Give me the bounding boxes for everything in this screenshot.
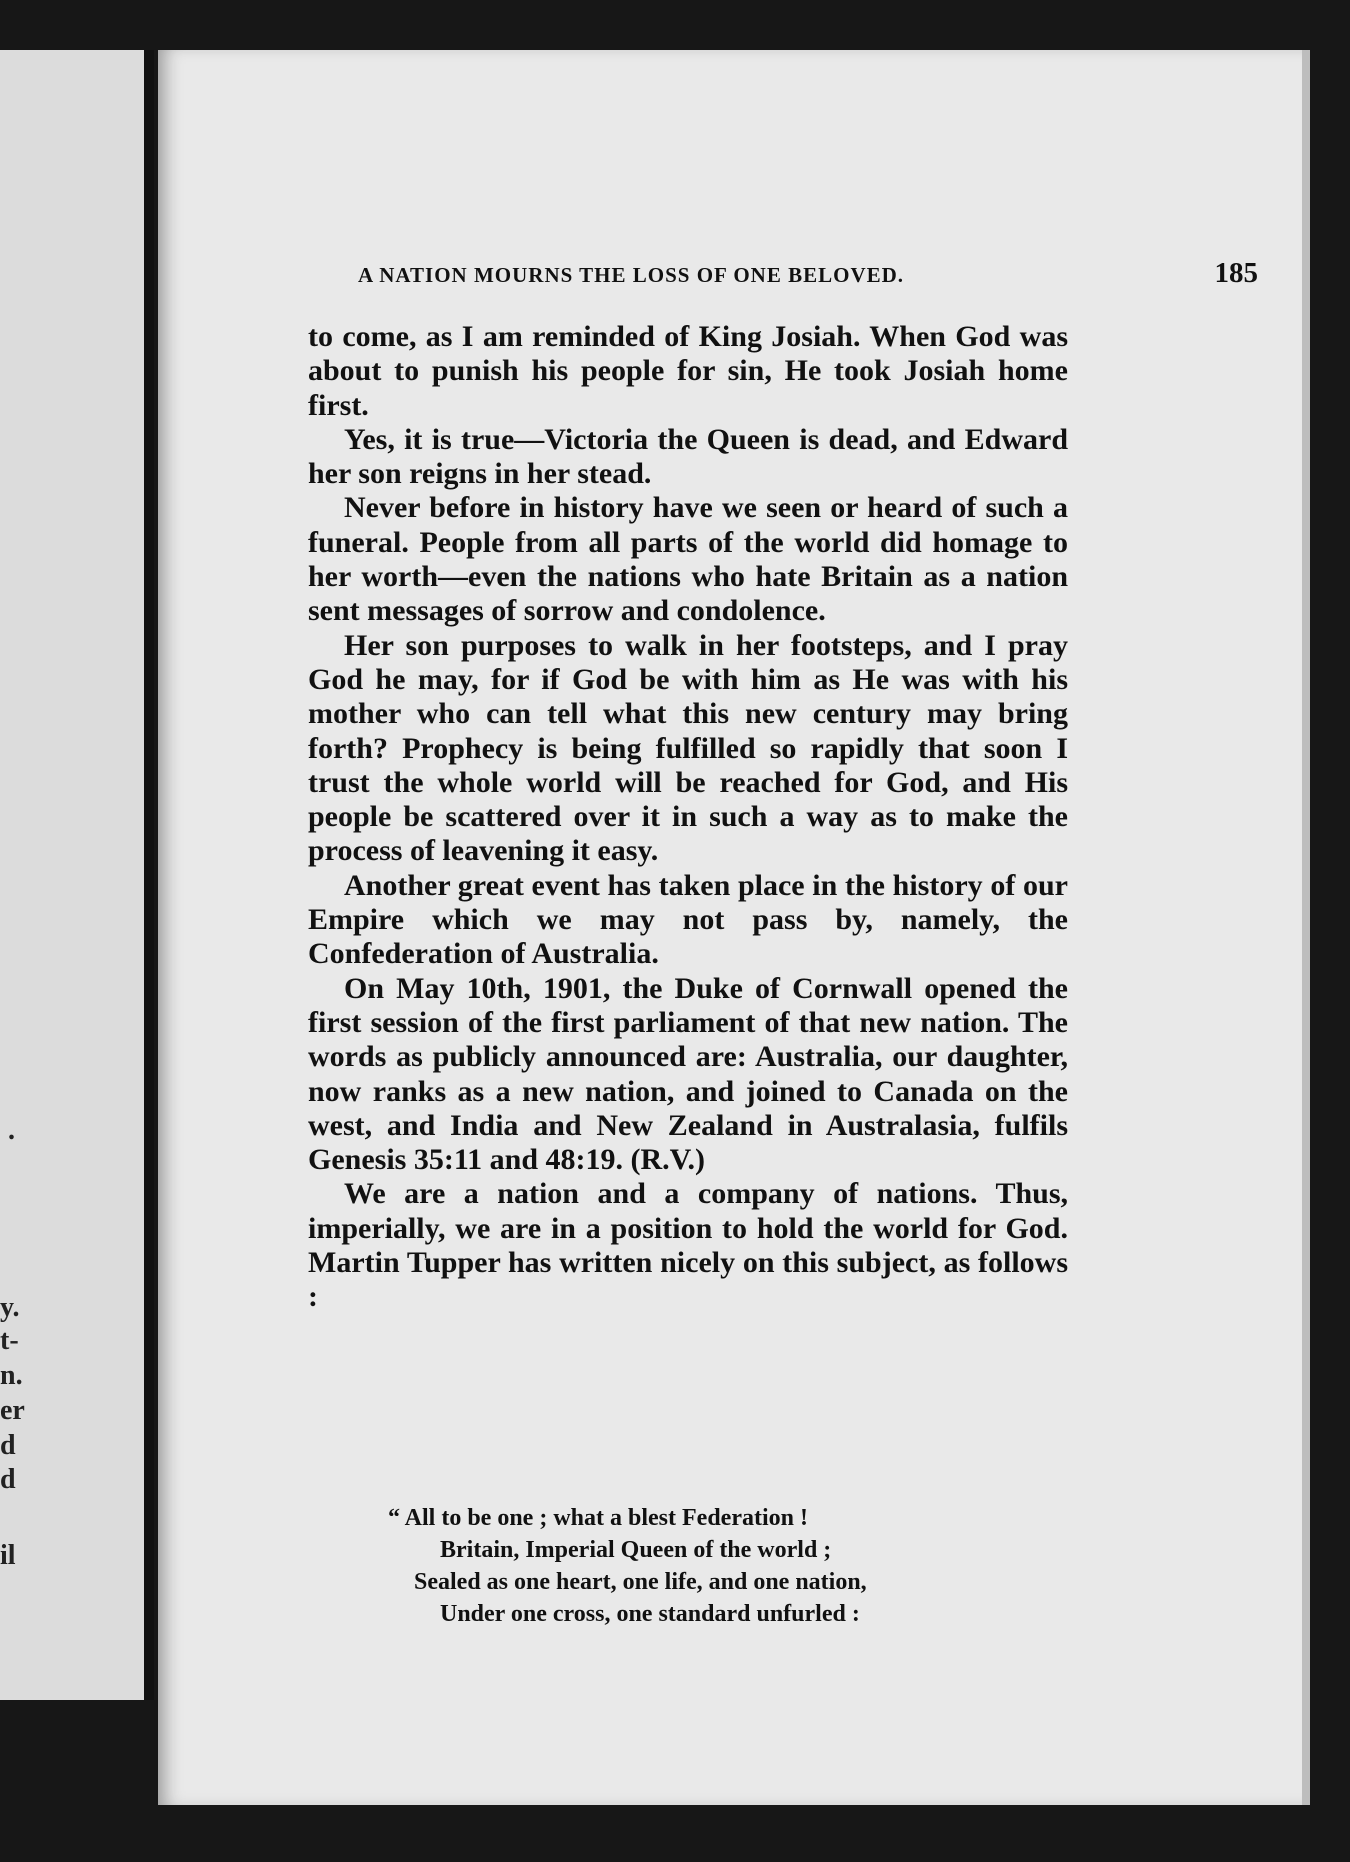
paragraph: Never before in history have we seen or heard of such a funeral. People from all parts of the world did homage to her worth—even the nations who hate Britain as a nation sent messages of sorrow and condolence. [308,491,1068,628]
running-head: A NATION MOURNS THE LOSS OF ONE BELOVED. [358,263,905,287]
left-page-fragment: d [0,1464,16,1495]
left-page-fragment: er [0,1395,25,1426]
paragraph: Her son purposes to walk in her footsteps, and I pray God he may, for if God be with him as He was with his mother who can tell what this new century may bring forth? Prophecy is being fulfilled so rapidly that soon I trust the whole world will be reached for God, and His people be scattered over it in such a way as to make the process of leavening it easy. [308,628,1068,868]
paragraph: to come, as I am reminded of King Josiah. When God was about to punish his people for sin, He took Josiah home first. [308,320,1068,422]
left-page-fragment: t- [0,1325,19,1356]
paragraph: Yes, it is true—Victoria the Queen is dead, and Edward her son reigns in her stead. [308,422,1068,491]
paragraph: We are a nation and a company of nations. Thus, imperially, we are in a position to hold the world for God. Martin Tupper has written nicely on this subject, as follows : [308,1177,1068,1314]
paragraph: Another great event has taken place in the history of our Empire which we may not pass by, namely, the Confederation of Australia. [308,868,1068,971]
left-page-fragment: d [0,1430,16,1461]
book-page [158,50,1310,1805]
left-page-fragment: il [0,1540,16,1571]
book-spine [144,50,154,1700]
left-page-fragment: y. [0,1292,20,1323]
poem-line: “ All to be one ; what a blest Federation ! [388,1505,808,1531]
page-header [358,257,1258,290]
left-page-fragment: . [8,1115,15,1146]
body-text [308,320,1068,1315]
poem-line: Sealed as one heart, one life, and one nation, [414,1569,867,1595]
page-number: 185 [1214,257,1258,289]
poem-line: Britain, Imperial Queen of the world ; [440,1537,832,1563]
poem-line: Under one cross, one standard unfurled : [440,1601,860,1627]
paragraph: On May 10th, 1901, the Duke of Cornwall opened the first session of the first parliament of that new nation. The words as publicly announced are: Australia, our daughter, now ranks as a new nation, and joined to Canada on the west, and India and New Zealand in Australasia, fulfils Genesis 35:11 and 48:19. (R.V.) [308,971,1068,1177]
poem-quote [388,1502,988,1630]
left-page-fragment: n. [0,1360,23,1391]
left-facing-page [0,50,150,1700]
